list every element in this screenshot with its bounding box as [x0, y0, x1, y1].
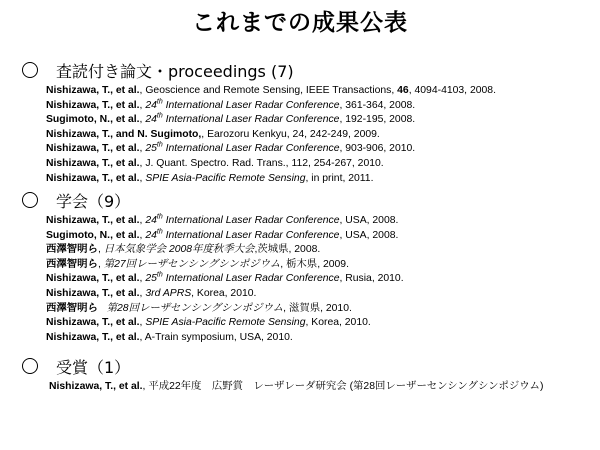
list-item [46, 229, 592, 244]
ref-authors: Nishizawa, T., et al. [46, 273, 140, 285]
ref-details: , 903-906, 2010. [339, 143, 416, 155]
ref-venue-ordinal: 25 [145, 273, 157, 285]
ref-venue: 第27回レーザセンシングシンポジウム [103, 258, 281, 270]
ref-authors: Nishizawa, T., et al. [46, 215, 140, 226]
list-item [46, 331, 592, 346]
ref-venue: International Laser Radar Conference [162, 229, 340, 241]
ref-authors: Nishizawa, T., et al. [46, 317, 140, 329]
list-item [46, 316, 592, 331]
circle-bullet-icon [22, 358, 38, 374]
ref-authors: Sugimoto, N., et al. [46, 229, 140, 241]
ref-venue-ordinal-suffix: th [156, 213, 163, 221]
ref-venue: International Laser Radar Conference [162, 215, 340, 226]
section-awards-header [22, 354, 592, 378]
ref-separator: , [139, 287, 146, 299]
list-item [46, 258, 592, 273]
ref-separator: , [139, 99, 146, 111]
ref-details: , USA, 2008. [339, 215, 399, 226]
ref-authors: Nishizawa, T., et al. [46, 99, 140, 111]
section-conferences [22, 188, 592, 345]
ref-venue-ordinal: 24 [145, 99, 157, 111]
award-text: , 平成22年度 広野賞 レーザレーダ研究会 (第28回レーザーセンシングシンポジウム) [142, 381, 544, 392]
ref-separator: , [139, 172, 146, 184]
ref-authors: Nishizawa, T., et al. [46, 172, 140, 184]
ref-separator: , [139, 114, 146, 126]
ref-authors: Nishizawa, T., et al. [46, 331, 140, 343]
ref-separator: , [139, 331, 145, 343]
ref-separator: , [139, 215, 146, 226]
ref-venue-ordinal: 24 [145, 229, 157, 241]
ref-venue-ordinal: 25 [145, 143, 157, 155]
papers-list [46, 84, 592, 186]
ref-details: , Korea, 2010. [191, 287, 257, 299]
section-papers-heading: 査読付き論文・proceedings (7) [56, 61, 294, 81]
list-item [46, 214, 592, 229]
award-authors: Nishizawa, T., et al. [49, 381, 143, 392]
list-item [46, 84, 592, 99]
list-item [46, 128, 592, 143]
ref-separator: , [139, 143, 146, 155]
list-item [46, 243, 592, 258]
ref-venue-ordinal-suffix: th [156, 271, 163, 279]
ref-venue-ordinal-suffix: th [156, 98, 163, 106]
list-item [46, 302, 592, 317]
ref-venue-ordinal-suffix: th [156, 228, 163, 236]
ref-venue-ordinal: 24 [145, 215, 157, 226]
section-awards [22, 354, 592, 394]
ref-venue-ordinal-suffix: th [156, 141, 163, 149]
ref-details: , 192-195, 2008. [339, 114, 416, 126]
list-item [46, 113, 592, 128]
ref-details: , in print, 2011. [305, 172, 374, 184]
ref-separator: , [97, 244, 104, 256]
list-item [46, 157, 592, 172]
ref-separator: , [201, 128, 208, 140]
ref-authors: Nishizawa, T., et al. [46, 157, 140, 169]
ref-venue: 3rd APRS [145, 287, 192, 299]
ref-details: , 栃木県, 2009. [280, 258, 349, 270]
list-item [46, 172, 592, 187]
list-item [46, 99, 592, 114]
section-conferences-heading: 学会（9） [56, 191, 131, 211]
section-papers-header [22, 58, 592, 82]
ref-details: , 361-364, 2008. [339, 99, 416, 111]
section-awards-heading: 受賞（1） [56, 357, 131, 377]
slide-title: これまでの成果公表 [192, 10, 408, 36]
ref-details: , 滋賀県, 2010. [283, 302, 352, 314]
ref-separator: , [139, 229, 146, 241]
ref-details: , USA, 2008. [339, 229, 399, 241]
ref-authors: 西澤智明ら [46, 258, 98, 270]
award-item [49, 380, 592, 394]
ref-separator: , [139, 85, 146, 96]
list-item [46, 287, 592, 302]
ref-venue: SPIE Asia-Pacific Remote Sensing [145, 317, 306, 329]
ref-details: , Korea, 2010. [305, 317, 371, 329]
circle-bullet-icon [22, 192, 38, 208]
ref-authors: Nishizawa, T., et al. [46, 143, 140, 155]
ref-details: ,茨城県, 2008. [254, 244, 321, 256]
ref-venue: SPIE Asia-Pacific Remote Sensing [145, 172, 306, 184]
ref-separator: , [139, 157, 146, 169]
ref-details: , Rusia, 2010. [339, 273, 404, 285]
ref-venue-ordinal-suffix: th [156, 112, 163, 120]
ref-venue: International Laser Radar Conference [162, 114, 340, 126]
ref-venue: 第28回レーザセンシングシンポジウム [106, 302, 284, 314]
ref-source: Geoscience and Remote Sensing, IEEE Transactions, [145, 85, 398, 96]
ref-source: J. Quant. Spectro. Rad. Trans., 112, 254-267, 2010. [145, 157, 384, 169]
ref-separator [98, 303, 107, 314]
ref-source: A-Train symposium, USA, 2010. [144, 331, 293, 343]
ref-venue: 日本気象学会 2008年度秋季大会 [103, 244, 255, 256]
ref-separator: , [139, 317, 146, 329]
ref-venue-ordinal: 24 [145, 114, 157, 126]
list-item [46, 142, 592, 157]
ref-details: , 4094-4103, 2008. [408, 85, 496, 96]
conferences-list [46, 214, 592, 345]
ref-venue: International Laser Radar Conference [162, 99, 340, 111]
section-conferences-header [22, 188, 592, 212]
section-papers [22, 58, 592, 186]
ref-authors: 西澤智明ら [46, 244, 98, 256]
ref-source: Earozoru Kenkyu, 24, 242-249, 2009. [207, 128, 380, 140]
ref-separator: , [139, 273, 146, 285]
ref-authors: Nishizawa, T., et al. [46, 287, 140, 299]
ref-authors: Sugimoto, N., et al. [46, 114, 140, 126]
ref-venue: International Laser Radar Conference [162, 273, 340, 285]
ref-separator: , [97, 258, 104, 270]
ref-venue: International Laser Radar Conference [162, 143, 340, 155]
ref-authors: Nishizawa, T., and N. Sugimoto, [46, 128, 202, 140]
list-item [46, 272, 592, 287]
circle-bullet-icon [22, 62, 38, 78]
ref-volume: 46 [397, 85, 409, 96]
ref-authors: 西澤智明ら [46, 302, 98, 314]
ref-authors: Nishizawa, T., et al. [46, 85, 140, 96]
